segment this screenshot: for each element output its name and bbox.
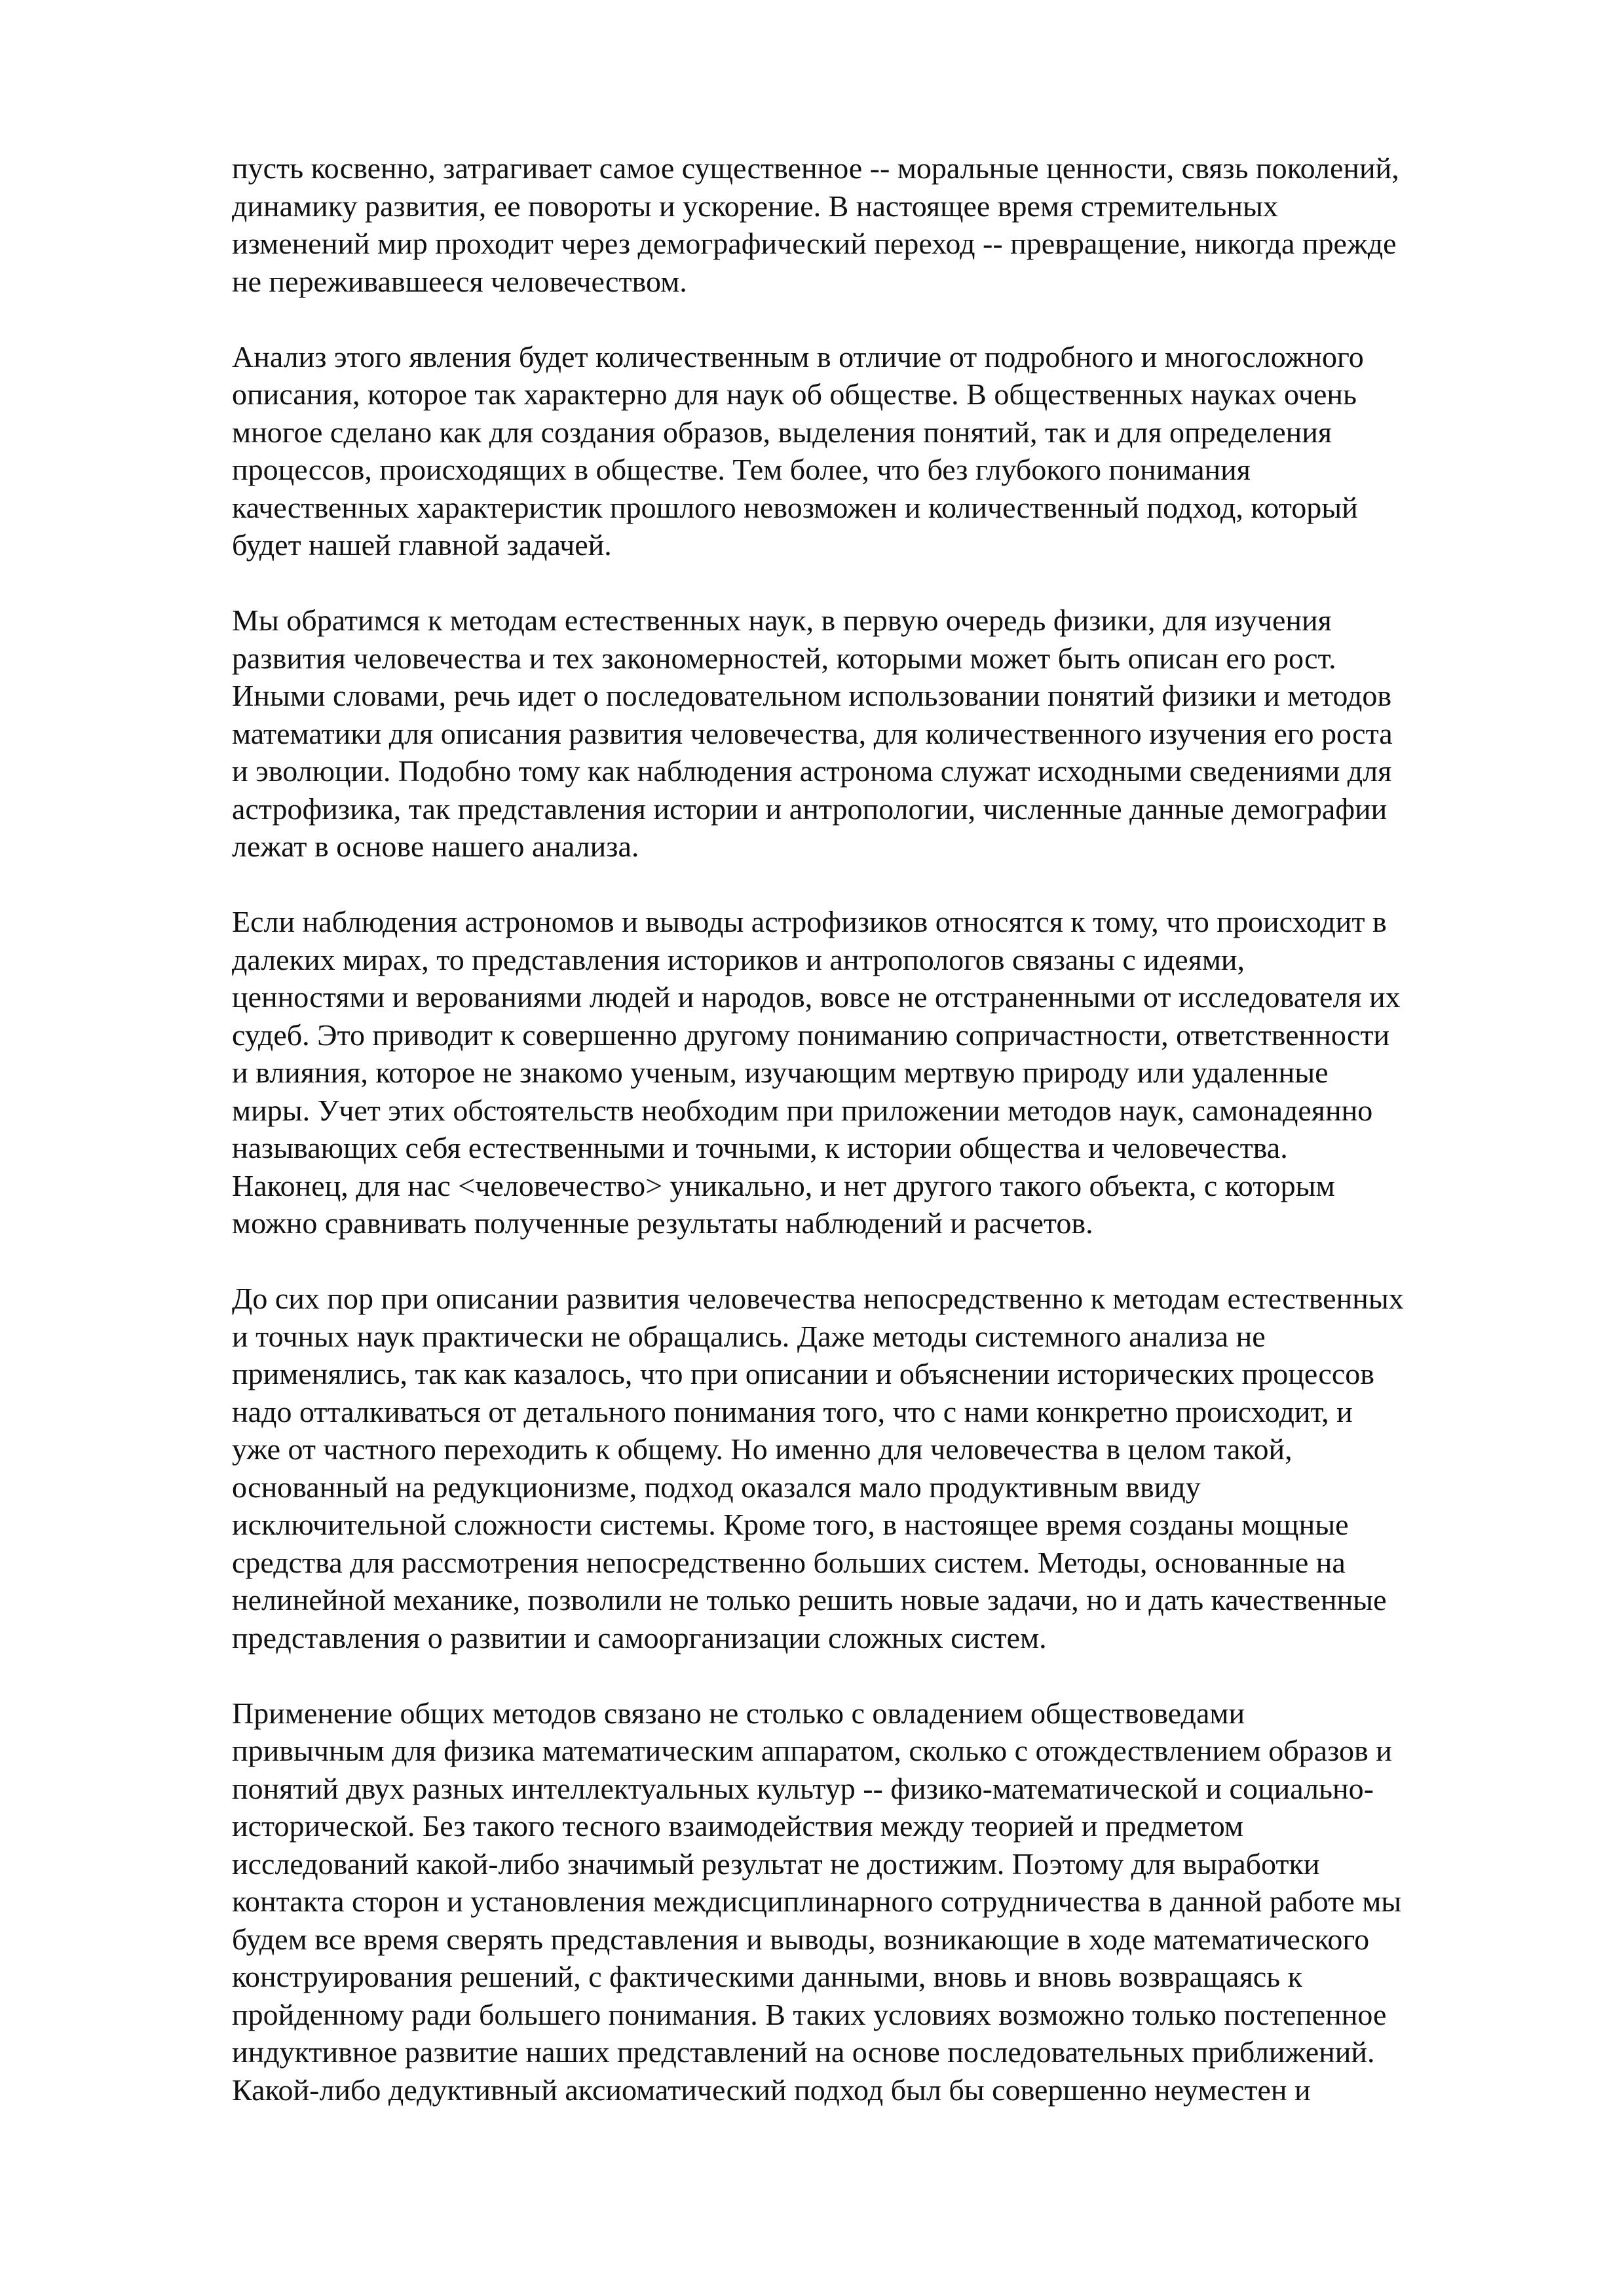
body-text	[232, 149, 1532, 2109]
paragraph: Мы обратимся к методам естественных наук, в первую очередь физики, для изучения развития человечества и тех закономерностей, которыми может быть описан его рост. Иными словами, речь идет о последовательном использовании понятий физики и методов математики для описания развития человечества, для количественного изучения его роста и эволюции. Подобно тому как наблюдения астронома служат исходными сведениями для астрофизика, так представления истории и антропологии, численные данные демографии лежат в основе нашего анализа.	[232, 603, 1393, 863]
paragraph: До сих пор при описании развития человечества непосредственно к методам естественных и точных наук практически не обращались. Даже методы системного анализа не применялись, так как казалось, что при описании и объяснении исторических процессов надо отталкиваться от детального понимания того, что с нами конкретно происходит, и уже от частного переходить к общему. Но именно для человечества в целом такой, основанный на редукционизме, подход оказался мало продуктивным ввиду исключительной сложности системы. Кроме того, в настоящее время созданы мощные средства для рассмотрения непосредственно больших систем. Методы, основанные на нелинейной механике, позволили не только решить новые задачи, но и дать качественные представления о развитии и самоорганизации сложных систем.	[232, 1282, 1404, 1655]
paragraph: Анализ этого явления будет количественным в отличие от подробного и многосложного описания, которое так характерно для наук об обществе. В общественных науках очень многое сделано как для создания образов, выделения понятий, так и для определения процессов, происходящих в обществе. Тем более, что без глубокого понимания качественных характеристик прошлого невозможен и количественный подход, который будет нашей главной задачей.	[232, 339, 1364, 562]
paragraph: Применение общих методов связано не столько с овладением обществоведами привычным для физика математическим аппаратом, сколько с отождествлением образов и понятий двух разных интеллектуальных культур -- физико-математической и социально- исторической. Без такого тесного взаимодействия между теорией и предметом исследований какой-либо значимый результат не достижим. Поэтому для выработки контакта сторон и установления междисциплинарного сотрудничества в данной работе мы будем все время сверять представления и выводы, возникающие в ходе математического конструирования решений, с фактическими данными, вновь и вновь возвращаясь к пройденному ради большего понимания. В таких условиях возможно только постепенное индуктивное развитие наших представлений на основе последовательных приближений. Какой-либо дедуктивный аксиоматический подход был бы совершенно неуместен и	[232, 1696, 1402, 2107]
paragraph: пусть косвенно, затрагивает самое существенное -- моральные ценности, связь поколений, динамику развития, ее повороты и ускорение. В настоящее время стремительных изменений мир проходит через демографический переход -- превращение, никогда прежде не переживавшееся человечеством.	[232, 151, 1399, 298]
paragraph: Если наблюдения астрономов и выводы астрофизиков относятся к тому, что происходит в далеких мирах, то представления историков и антропологов связаны с идеями, ценностями и верованиями людей и народов, вовсе не отстраненными от исследователя их судеб. Это приводит к совершенно другому пониманию сопричастности, ответственности и влияния, которое не знакомо ученым, изучающим мертвую природу или удаленные миры. Учет этих обстоятельств необходим при приложении методов наук, самонадеянно называющих себя естественными и точными, к истории общества и человечества. Наконец, для нас <человечество> уникально, и нет другого такого объекта, с которым можно сравнивать полученные результаты наблюдений и расчетов.	[232, 905, 1401, 1240]
